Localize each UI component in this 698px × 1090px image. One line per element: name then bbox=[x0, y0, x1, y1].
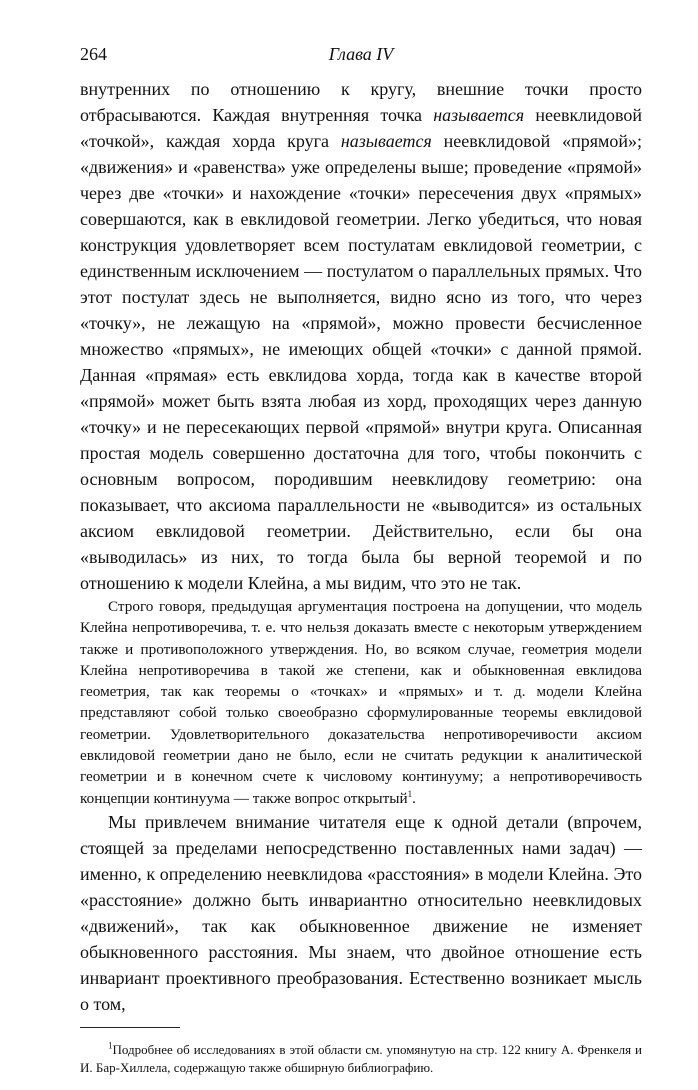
running-header bbox=[80, 44, 642, 70]
paragraph-3: Мы привлечем внимание читателя еще к одной детали (впрочем, стоящей за пределами непосредственно поставленных нами задач) — именно, к определению неевклидова «расстояния» в модели Клейна. Это «расстояние» должно быть инвариантно относительно неевклидовых «движений», так как обыкновенное движение не изменяет обыкновенного расстояния. Мы знаем, что двойное отношение есть инвариант проективного преобразования. Естественно возникает мысль о том, bbox=[80, 811, 642, 1014]
emphasis: называется bbox=[340, 131, 432, 151]
footnote-mark: 1 bbox=[108, 1040, 113, 1051]
main-text bbox=[80, 76, 642, 1017]
footnote-divider bbox=[80, 1027, 180, 1028]
paragraph-2-small: Строго говоря, предыдущая аргументация построена на допущении, что модель Клейна непротиворечива, т. е. что нельзя доказать вместе с некоторым утверждением также и противоположного утверждения. Но, во всяком случае, геометрия модели Клейна непротиворечива в такой же степени, как и обыкновенная евклидова геометрия, так как теоремы о «точках» и «прямых» и т. д. модели Клейна представляют собой только своеобразно сформулированные теоремы евклидовой геометрии. Удовлетворительного доказательства непротиворечивости аксиом евклидовой геометрии дано не было, если не считать редукции к аналитической геометрии и в конечном счете к числовому континууму; а непротиворечивость концепции континуума — также вопрос открытый$^1$. bbox=[80, 598, 642, 807]
footnote: $^1$Подробнее об исследованиях в этой области см. упомянутую на стр. 122 книгу А. Френкеля и И. Бар-Хиллела, содержащую также обширную библиографию. bbox=[80, 1040, 642, 1075]
paragraph-1: внутренних по отношению к кругу, внешние точки просто отбрасываются. Каждая внутренняя точка называется неевклидовой «точкой», каждая хорда круга называется неевклидовой «прямой»; «движения» и «равенства» уже определены выше; проведение «прямой» через две «точки» и нахождение «точки» пересечения двух «прямых» совершаются, как в евклидовой геометрии. Легко убедиться, что новая конструкция удовлетворяет всем постулатам евклидовой геометрии, с единственным исключением — постулатом о параллельных прямых. Что этот постулат здесь не выполняется, видно ясно из того, что через «точку», не лежащую на «прямой», можно провести бесчисленное множество «прямых», не имеющих общей «точки» с данной прямой. Данная «прямая» есть евклидова хорда, тогда как в качестве второй «прямой» может быть взята любая из хорд, проходящих через данную «точку» и не пересекающих первой «прямой» внутри круга. Описанная простая модель совершенно достаточна для того, чтобы покончить с основным вопросом, породившим неевклидову геометрию: она показывает, что аксиома параллельности не «выводится» из остальных аксиом евклидовой геометрии. Действительно, если бы она «выводилась» из них, то тогда была бы верной теоремой и по отношению к модели Клейна, а мы видим, что это не так. bbox=[80, 79, 643, 593]
page bbox=[80, 44, 642, 1090]
page-number: 264 bbox=[80, 44, 107, 64]
emphasis: называется bbox=[433, 105, 525, 125]
footnote-reference: 1 bbox=[407, 788, 413, 799]
chapter-title: Глава IV bbox=[328, 44, 394, 64]
